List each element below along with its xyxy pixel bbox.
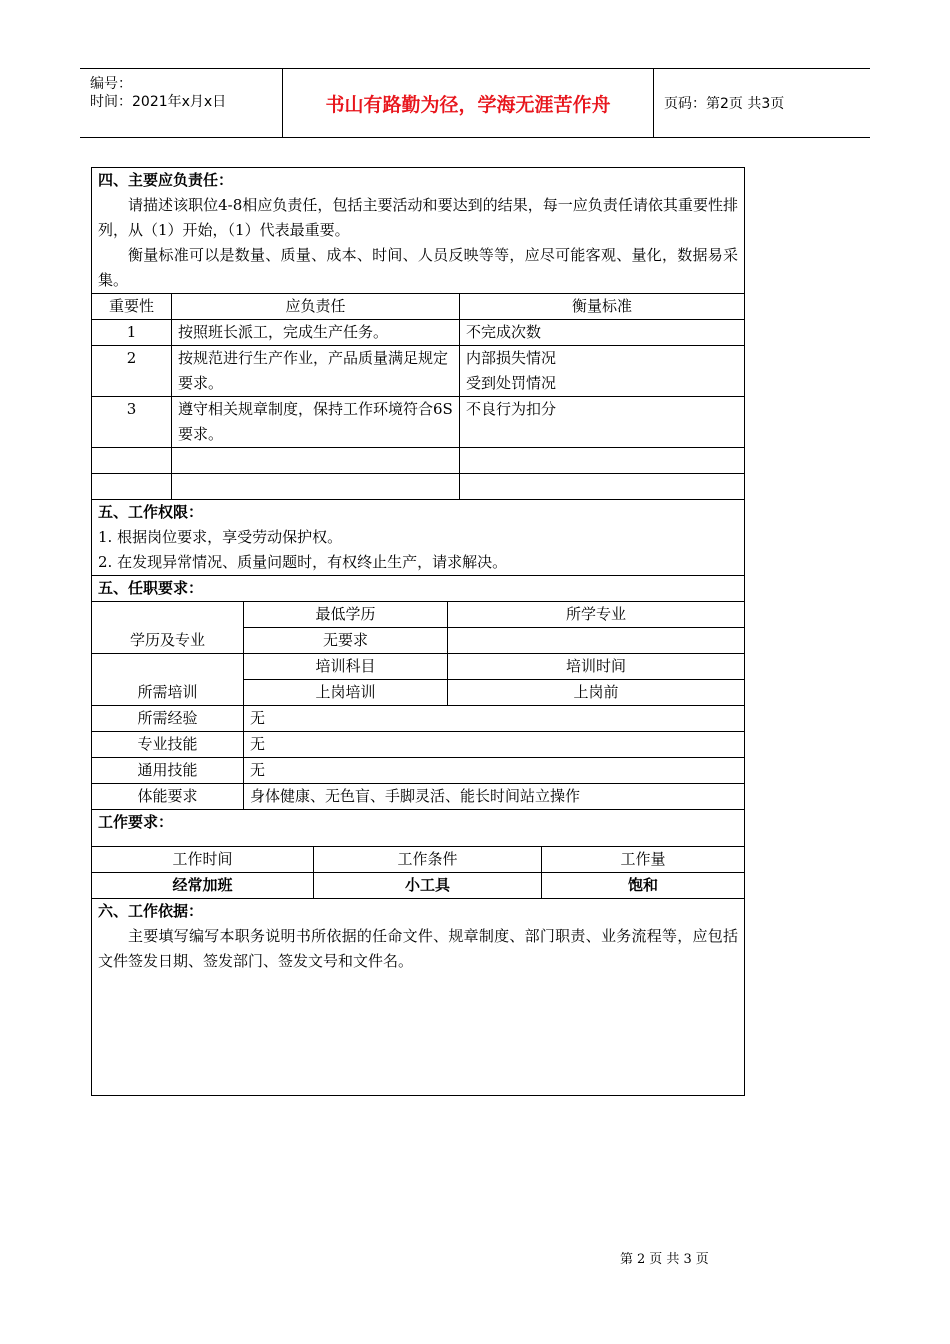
general-skill-row — [92, 758, 745, 784]
empty-cell — [172, 448, 460, 474]
experience-label: 所需经验 — [92, 706, 244, 732]
empty-cell — [92, 474, 172, 500]
education-header-min: 最低学历 — [244, 602, 448, 628]
training-subject-value: 上岗培训 — [244, 680, 448, 706]
measure-line: 不完成次数 — [466, 323, 542, 341]
duty-rank: 2 — [92, 346, 172, 397]
motto: 书山有路勤为径，学海无涯苦作舟 — [283, 69, 654, 137]
number-label: 编号： — [90, 76, 132, 92]
duty-rank: 1 — [92, 320, 172, 346]
section-4-paragraph-1: 请描述该职位4-8相应负责任，包括主要活动和要达到的结果，每一应负责任请依其重要性排列，从（1）开始，（1）代表最重要。 — [98, 196, 738, 239]
work-requirements-title-row — [92, 810, 745, 847]
empty-cell — [460, 448, 745, 474]
authority-item: 2. 在发现异常情况、质量问题时，有权终止生产，请求解决。 — [98, 553, 508, 571]
work-header-load: 工作量 — [542, 847, 745, 873]
section-5-authority — [92, 500, 745, 576]
footer-total-pages: 3 — [683, 1252, 692, 1267]
experience-value: 无 — [244, 706, 745, 732]
work-condition-value: 小工具 — [314, 873, 542, 899]
job-description-table — [91, 167, 745, 1096]
work-requirements-title: 工作要求： — [92, 810, 745, 847]
training-header-row — [92, 654, 745, 680]
section-6-paragraph: 主要填写编写本职务说明书所依据的任命文件、规章制度、部门职责、业务流程等，应包括文件签发日期、签发部门、签发文号和文件名。 — [98, 927, 738, 970]
page-header — [80, 68, 870, 138]
time-label: 时间：2021年x月x日 — [90, 94, 227, 110]
work-header-row — [92, 847, 745, 873]
footer-page-number: 2 — [637, 1252, 646, 1267]
page-footer — [620, 1248, 713, 1267]
section-4-intro — [92, 168, 745, 294]
education-major-value — [448, 628, 745, 654]
duty-measure — [460, 397, 745, 448]
section-5-requirements-title: 五、任职要求： — [92, 576, 745, 602]
education-header-major: 所学专业 — [448, 602, 745, 628]
section-4-paragraph-2: 衡量标准可以是数量、质量、成本、时间、人员反映等等，应尽可能客观、量化，数据易采集。 — [98, 246, 738, 289]
professional-skill-row — [92, 732, 745, 758]
table-row — [92, 320, 745, 346]
training-time-value: 上岗前 — [448, 680, 745, 706]
physical-value: 身体健康、无色盲、手脚灵活、能长时间站立操作 — [244, 784, 745, 810]
training-header-time: 培训时间 — [448, 654, 745, 680]
table-row — [92, 397, 745, 448]
physical-row — [92, 784, 745, 810]
general-skill-label: 通用技能 — [92, 758, 244, 784]
empty-cell — [172, 474, 460, 500]
section-5-authority-title: 五、工作权限： — [98, 503, 204, 521]
duty-measure — [460, 320, 745, 346]
education-label: 学历及专业 — [92, 602, 244, 654]
footer-text: 页 — [695, 1252, 709, 1267]
table-row-empty — [92, 448, 745, 474]
measure-line: 受到处罚情况 — [466, 374, 557, 392]
footer-text: 第 — [620, 1252, 634, 1267]
duty-measure — [460, 346, 745, 397]
section-4-title: 四、主要应负责任： — [98, 171, 234, 189]
measure-line: 不良行为扣分 — [466, 400, 557, 418]
work-load-value: 饱和 — [542, 873, 745, 899]
work-header-condition: 工作条件 — [314, 847, 542, 873]
professional-skill-value: 无 — [244, 732, 745, 758]
table-row — [92, 346, 745, 397]
measure-line: 内部损失情况 — [466, 349, 557, 367]
work-header-time: 工作时间 — [92, 847, 314, 873]
table-row-empty — [92, 474, 745, 500]
education-header-row — [92, 602, 745, 628]
page-info: 页码：第2页 共3页 — [664, 96, 785, 112]
experience-row — [92, 706, 745, 732]
col-header-duty: 应负责任 — [172, 294, 460, 320]
duty-header-row — [92, 294, 745, 320]
general-skill-value: 无 — [244, 758, 745, 784]
authority-item: 1. 根据岗位要求，享受劳动保护权。 — [98, 528, 343, 546]
empty-cell — [92, 448, 172, 474]
col-header-rank: 重要性 — [92, 294, 172, 320]
empty-cell — [460, 474, 745, 500]
duty-text: 遵守相关规章制度，保持工作环境符合6S要求。 — [172, 397, 460, 448]
header-meta — [80, 69, 283, 137]
footer-text: 页 共 — [649, 1252, 680, 1267]
training-header-subject: 培训科目 — [244, 654, 448, 680]
physical-label: 体能要求 — [92, 784, 244, 810]
work-value-row — [92, 873, 745, 899]
education-min-value: 无要求 — [244, 628, 448, 654]
col-header-measure: 衡量标准 — [460, 294, 745, 320]
section-5-requirements-title-row — [92, 576, 745, 602]
duty-rank: 3 — [92, 397, 172, 448]
section-6-title: 六、工作依据： — [98, 902, 204, 920]
professional-skill-label: 专业技能 — [92, 732, 244, 758]
training-label: 所需培训 — [92, 654, 244, 706]
duty-text: 按规范进行生产作业，产品质量满足规定要求。 — [172, 346, 460, 397]
duty-text: 按照班长派工，完成生产任务。 — [172, 320, 460, 346]
section-6-basis — [92, 899, 745, 1096]
work-time-value: 经常加班 — [92, 873, 314, 899]
